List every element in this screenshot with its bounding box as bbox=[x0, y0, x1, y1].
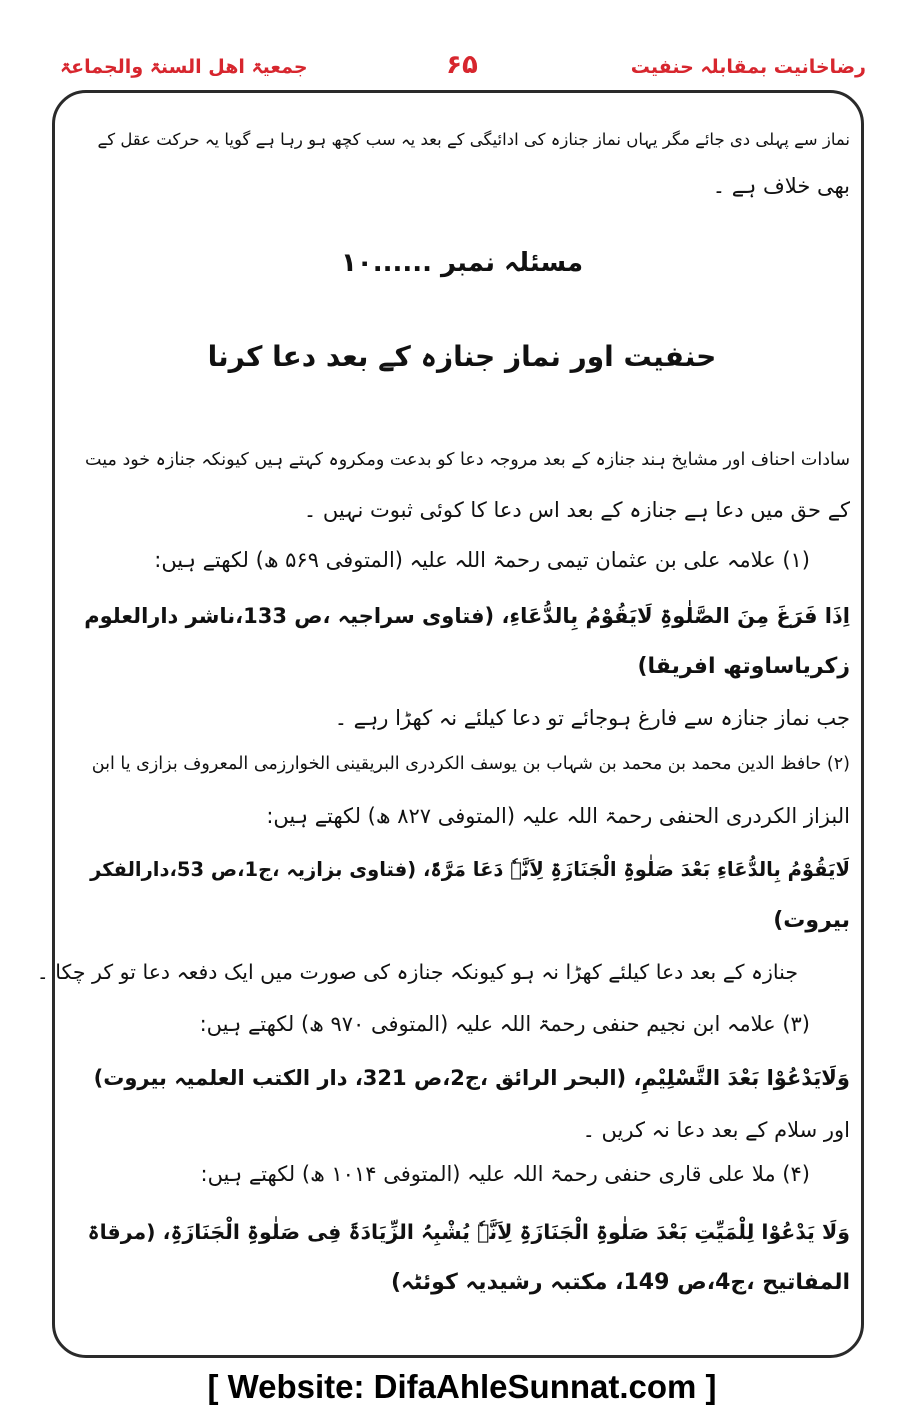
reference-4-heading: (۴) ملا علی قاری حنفی رحمۃ اللہ علیہ (المتوفی ۱۰۱۴ ھ) لکھتے ہیں: bbox=[200, 1162, 810, 1186]
reference-1-arabic: زکریاساوتھ افریقا) bbox=[637, 654, 850, 679]
paragraph-line: سادات احناف اور مشایخ ہند جنازہ کے بعد مروجہ دعا کو بدعت ومکروہ کہتے ہیں کیونکہ جنازہ خود میت bbox=[85, 450, 850, 470]
reference-1-translation: جب نماز جنازہ سے فارغ ہوجائے تو دعا کیلئے نہ کھڑا رہے ۔ bbox=[334, 706, 850, 730]
header-book-title: رضاخانیت بمقابلہ حنفیت bbox=[630, 56, 866, 78]
reference-1-arabic: اِذَا فَرَغَ مِنَ الصَّلٰوۃِ لَایَقُوْمُ بِالدُّعَاءِ، (فتاوی سراجیہ ،ص 133،ناشر دارالعلوم bbox=[84, 604, 850, 628]
header-publisher: جمعیۃ اهل السنۃ والجماعۃ bbox=[60, 56, 308, 78]
reference-3-translation: اور سلام کے بعد دعا نہ کریں ۔ bbox=[582, 1118, 850, 1142]
reference-2-heading: (۲) حافظ الدین محمد بن محمد بن شہاب بن یوسف الکردری البریقینی الخوارزمی المعروف بزازی یا ابن bbox=[91, 754, 850, 774]
page-number: ۶۵ bbox=[446, 50, 478, 80]
paragraph-line: کے حق میں دعا ہے جنازہ کے بعد اس دعا کا کوئی ثبوت نہیں ۔ bbox=[303, 498, 850, 522]
reference-3-heading: (۳) علامہ ابن نجیم حنفی رحمۃ اللہ علیہ (المتوفی ۹۷۰ ھ) لکھتے ہیں: bbox=[199, 1012, 810, 1036]
issue-title-heading: حنفیت اور نماز جنازہ کے بعد دعا کرنا bbox=[207, 340, 717, 373]
reference-3-arabic: وَلَایَدْعُوْا بَعْدَ التَّسْلِیْمِ، (البحر الرائق ،ج2،ص 321، دار الکتب العلمیہ بیروت) bbox=[93, 1066, 850, 1090]
reference-2-heading: البزاز الکردری الحنفی رحمۃ اللہ علیہ (المتوفی ۸۲۷ ھ) لکھتے ہیں: bbox=[266, 804, 850, 828]
reference-4-arabic: وَلَا یَدْعُوْا لِلْمَیِّتِ بَعْدَ صَلٰوۃِ الْجَنَازَۃِ لِاَنَّہٗ یُشْبِہُ الزِّیَادَۃَ فِی صَلٰوۃِ الْجَنَازَۃِ، (مرقاۃ bbox=[87, 1220, 850, 1244]
reference-2-arabic: لَایَقُوْمُ بِالدُّعَاءِ بَعْدَ صَلٰوۃِ الْجَنَازَۃِ لِاَنَّہٗ دَعَا مَرَّۃً، (فتاوی بزازیہ ،ج1،ص 53،دارالفکر bbox=[90, 858, 850, 881]
reference-1-heading: (۱) علامہ علی بن عثمان تیمی رحمۃ اللہ علیہ (المتوفی ۵۶۹ ھ) لکھتے ہیں: bbox=[154, 548, 810, 572]
paragraph-line: نماز سے پہلی دی جائے مگر یہاں نماز جنازہ کی ادائیگی کے بعد یہ سب کچھ ہو رہا ہے گویا یہ حرکت عقل کے bbox=[97, 130, 850, 149]
reference-2-translation: جنازہ کے بعد دعا کیلئے کھڑا نہ ہو کیونکہ جنازہ کی صورت میں ایک دفعہ دعا تو کر چکا ۔ bbox=[36, 960, 798, 984]
reference-4-arabic: المفاتیح ،ج4،ص 149، مکتبہ رشیدیہ کوئٹہ) bbox=[390, 1270, 850, 1295]
paragraph-line: بھی خلاف ہے ۔ bbox=[712, 174, 850, 198]
reference-2-arabic: بیروت) bbox=[773, 908, 850, 933]
issue-number-heading: مسئلہ نمبر ......۱۰ bbox=[340, 248, 584, 278]
website-footer: [ Website: DifaAhleSunnat.com ] bbox=[207, 1368, 717, 1405]
references-body bbox=[36, 0, 850, 1428]
